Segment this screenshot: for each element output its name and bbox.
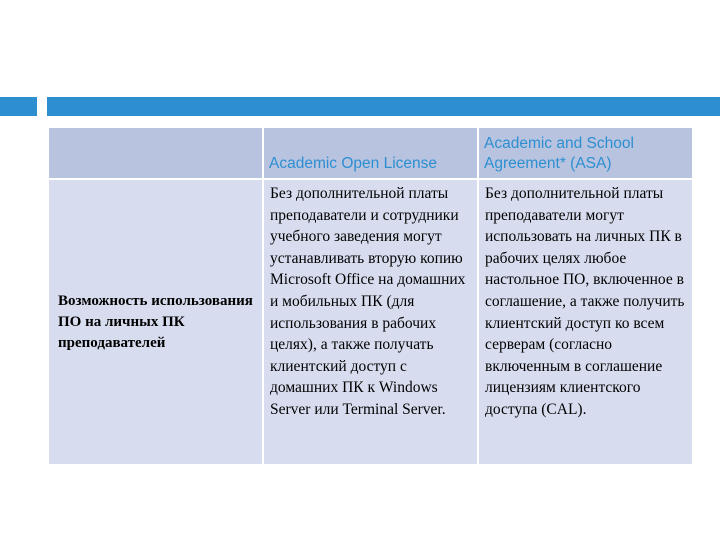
- cell-asa-text: Без дополнительной платы преподаватели могут использовать на личных ПК в рабочих целях любое настольное ПО, включенное в соглашение, а также получить клиентский доступ ко всем серверам (согласно включенным в соглашение лицензиям клиентского доступа (CAL).: [485, 185, 685, 418]
- table-header-row: [48, 127, 693, 179]
- header-cell-open-license: [263, 127, 478, 179]
- row-label: Возможность использования ПО на личных ПК преподавателей: [48, 179, 263, 465]
- cell-open-license-text: Без дополнительной платы преподаватели и сотрудники учебного заведения могут устанавливать вторую копию Microsoft Office на домашних и мобильных ПК (для использования в рабочих целях), а также получать клиентский доступ с домашних ПК к Windows Server или Terminal Server.: [270, 185, 466, 418]
- header-asa: Academic and School Agreement* (ASA): [484, 135, 634, 172]
- header-open-license: Academic Open License: [269, 155, 438, 172]
- header-cell-empty: [48, 127, 263, 179]
- header-cell-asa: [478, 127, 693, 179]
- cell-open-license: [263, 179, 478, 465]
- accent-bar-left: [0, 97, 37, 116]
- table-row: [48, 179, 693, 465]
- cell-asa: [478, 179, 693, 465]
- accent-bar-top: [47, 97, 720, 116]
- comparison-table: [47, 126, 694, 466]
